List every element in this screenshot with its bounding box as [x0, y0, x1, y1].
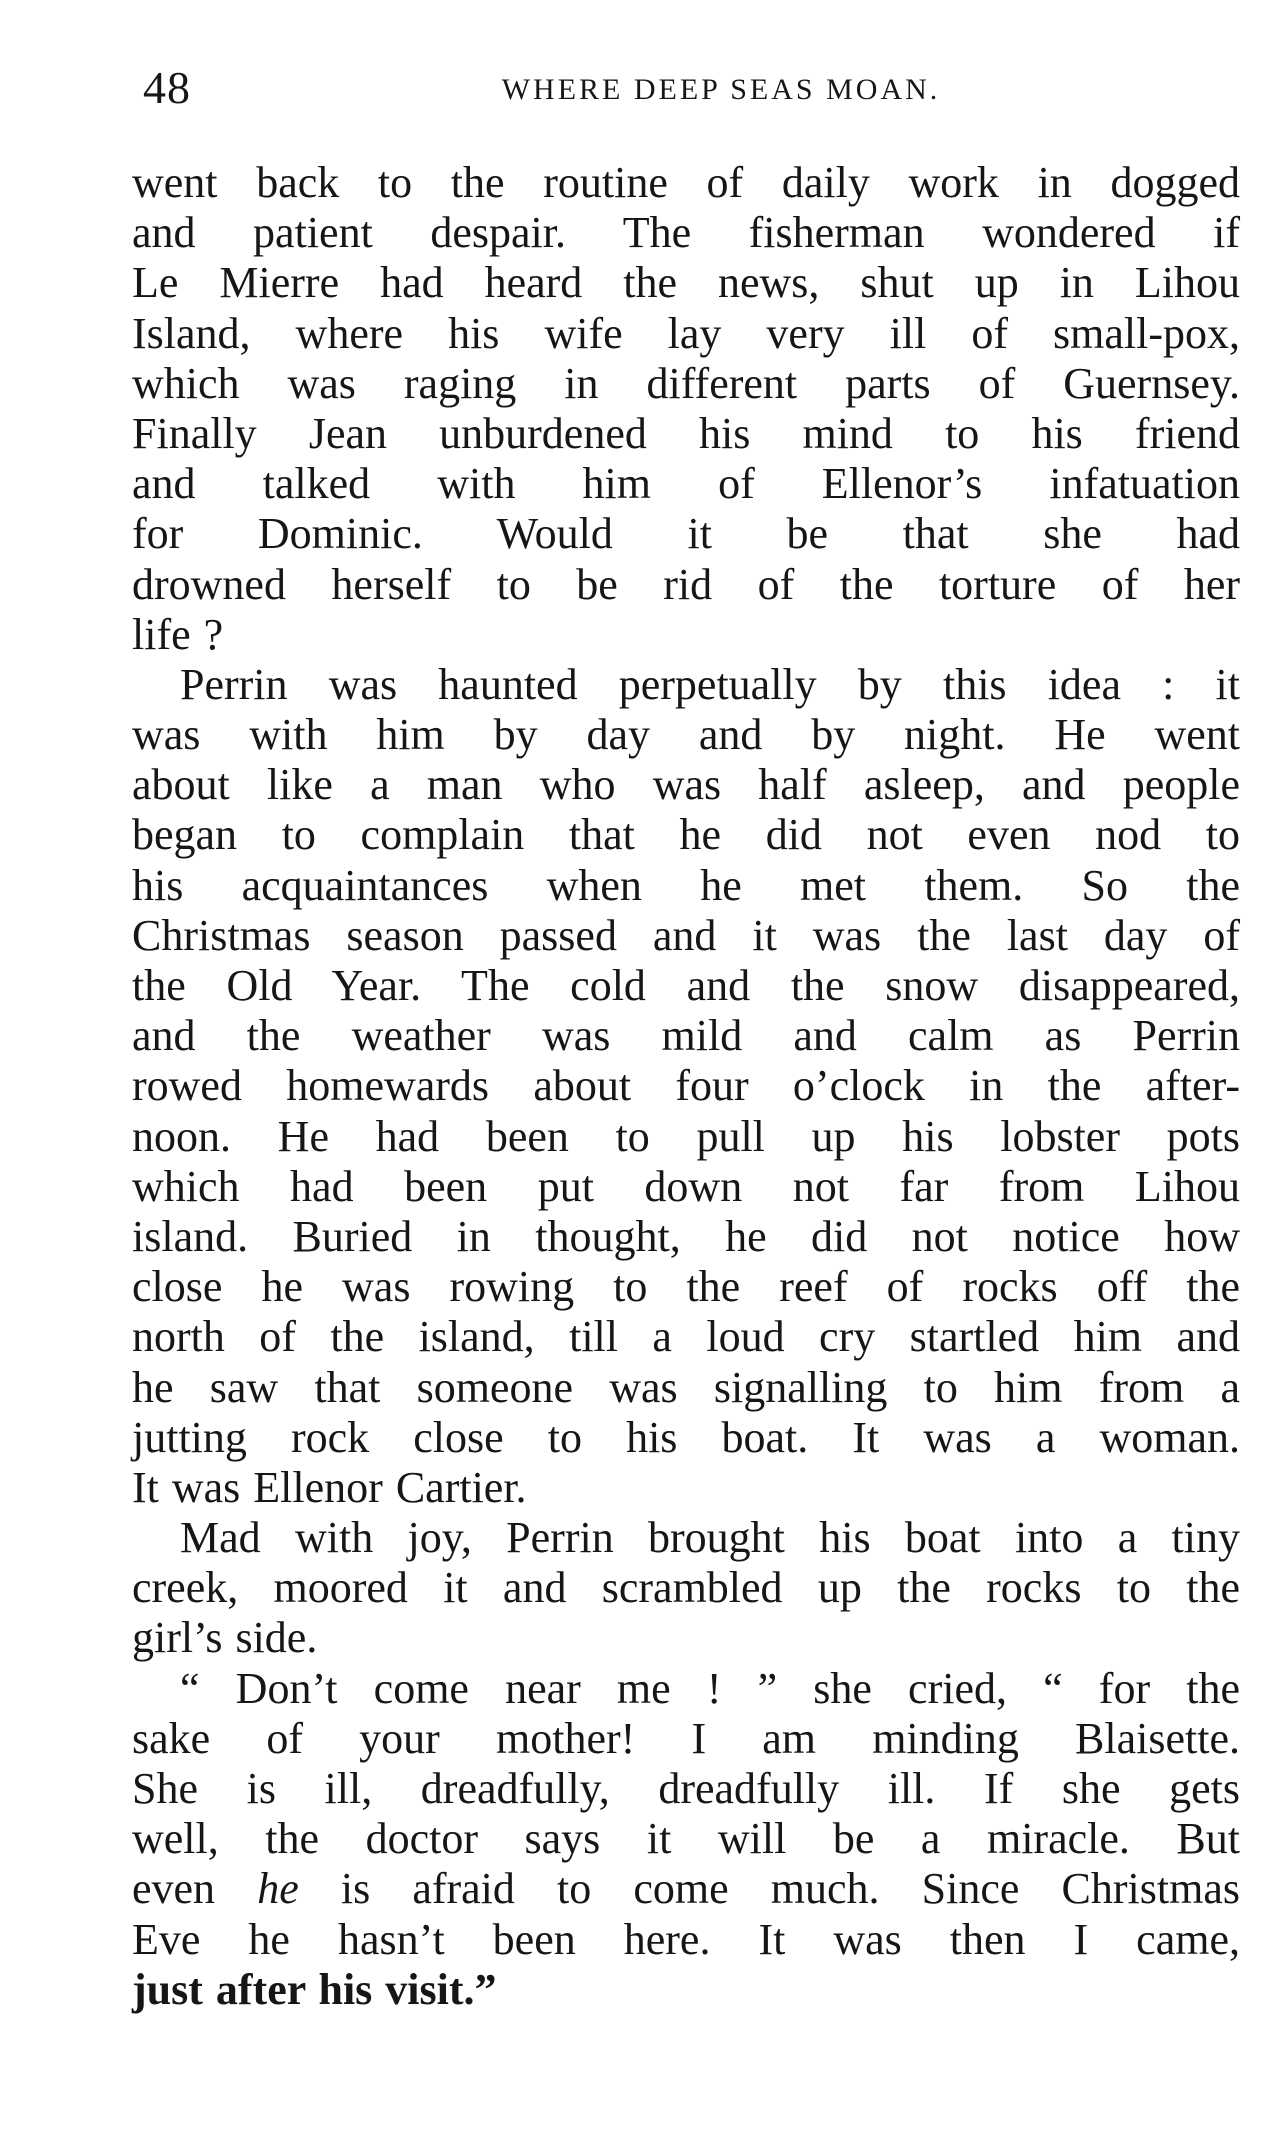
text-line: drowned herself to be rid of the torture of her	[132, 559, 1240, 609]
text-line: about like a man who was half asleep, and people	[132, 760, 1240, 810]
text-line: life ?	[132, 609, 224, 659]
text-line: Mad with joy, Perrin brought his boat into a tiny	[180, 1513, 1240, 1563]
text-line: island. Buried in thought, he did not notice how	[132, 1211, 1240, 1261]
text-line: and the weather was mild and calm as Perrin	[132, 1011, 1240, 1061]
text-line: the Old Year. The cold and the snow disappeared,	[132, 961, 1240, 1010]
text-line: rowed homewards about four o’clock in the after-	[132, 1061, 1240, 1111]
text-line: It was Ellenor Cartier.	[132, 1462, 527, 1512]
text-line: She is ill, dreadfully, dreadfully ill. If she gets	[132, 1764, 1240, 1813]
text-line: north of the island, till a loud cry startled him and	[132, 1312, 1240, 1362]
text-line: jutting rock close to his boat. It was a woman.	[132, 1412, 1240, 1462]
text-line: and patient despair. The fisherman wondered if	[132, 208, 1240, 258]
text-line: which had been put down not far from Lihou	[132, 1161, 1240, 1211]
text-line: Perrin was haunted perpetually by this idea : it	[180, 659, 1240, 709]
text-line: he saw that someone was signalling to him from a	[132, 1362, 1240, 1412]
page-header	[143, 58, 1239, 118]
text-line: well, the doctor says it will be a miracle. But	[132, 1814, 1240, 1864]
text-line: sake of your mother! I am minding Blaisette.	[132, 1713, 1240, 1763]
text-line	[132, 1864, 1240, 1914]
text-line: his acquaintances when he met them. So the	[132, 860, 1240, 910]
text-line: went back to the routine of daily work in dogged	[132, 158, 1240, 207]
text-line: Eve he hasn’t been here. It was then I came,	[132, 1914, 1240, 1964]
page-number: 48	[143, 62, 191, 113]
body-text	[132, 158, 1240, 2015]
text-line: began to complain that he did not even nod to	[132, 810, 1240, 860]
text-line: noon. He had been to pull up his lobster pots	[132, 1111, 1240, 1161]
text-line: and talked with him of Ellenor’s infatuation	[132, 459, 1240, 509]
text-line: creek, moored it and scrambled up the rocks to the	[132, 1563, 1240, 1613]
text-line: which was raging in different parts of Guernsey.	[132, 358, 1240, 408]
running-head: WHERE DEEP SEAS MOAN.	[501, 73, 941, 106]
text-line: Finally Jean unburdened his mind to his friend	[132, 408, 1240, 458]
text-line: Christmas season passed and it was the last day of	[132, 910, 1240, 960]
text-line: “ Don’t come near me ! ” she cried, “ for the	[180, 1663, 1240, 1713]
text-fragment: is afraid to come much. Since Christmas	[298, 1864, 1240, 1914]
text-line: was with him by day and by night. He went	[132, 710, 1240, 760]
text-line: Island, where his wife lay very ill of small-pox,	[132, 308, 1240, 358]
text-line: just after his visit.”	[132, 1964, 497, 2014]
text-line: girl’s side.	[132, 1613, 318, 1663]
text-fragment: even	[132, 1864, 258, 1914]
text-line: close he was rowing to the reef of rocks off the	[132, 1262, 1240, 1312]
text-line: Le Mierre had heard the news, shut up in Lihou	[132, 258, 1240, 308]
italic-word: he	[257, 1864, 299, 1914]
text-line: for Dominic. Would it be that she had	[132, 509, 1240, 559]
